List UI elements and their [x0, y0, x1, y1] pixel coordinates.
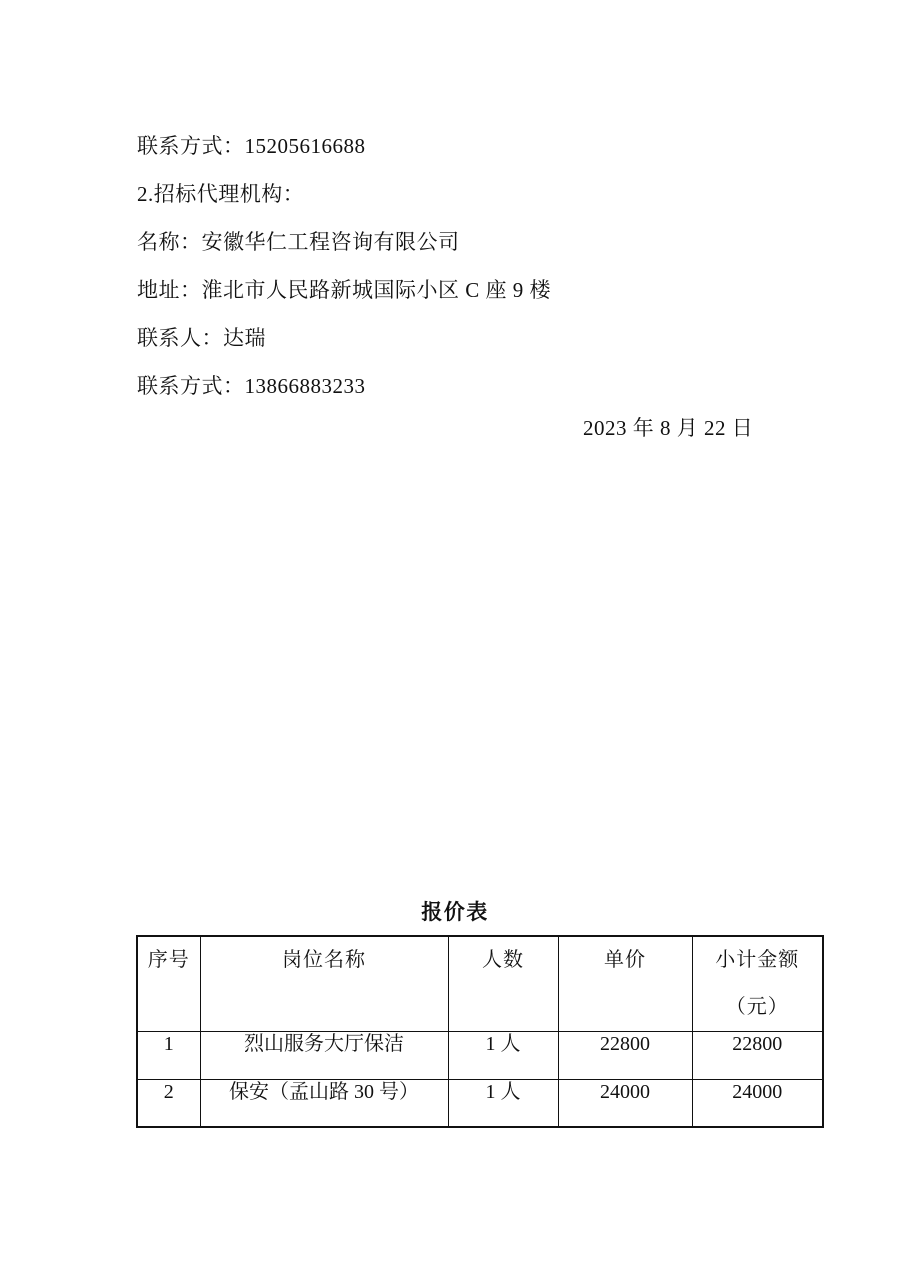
quote-table-header-row: [137, 936, 823, 1032]
row1-position: 烈山服务大厅保洁: [200, 1032, 448, 1080]
row2-subtotal: 24000: [692, 1080, 823, 1127]
agency-phone-line: 联系方式：13866883233: [137, 374, 366, 398]
document-date: 2023 年 8 月 22 日: [583, 416, 754, 440]
row2-seq: 2: [137, 1080, 200, 1127]
agency-name-line: 名称：安徽华仁工程咨询有限公司: [137, 230, 460, 254]
row1-seq: 1: [137, 1032, 200, 1080]
row2-position: 保安（孟山路 30 号）: [200, 1080, 448, 1127]
row1-unit-price: 22800: [558, 1032, 692, 1080]
agency-contact-person-line: 联系人：达瑞: [137, 326, 266, 350]
contact-block: [137, 122, 777, 410]
agency-address-line: 地址：淮北市人民路新城国际小区 C 座 9 楼: [137, 278, 552, 302]
header-seq: 序号: [137, 936, 200, 1032]
agency-section-heading: 2.招标代理机构：: [137, 182, 305, 206]
table-row: [137, 1080, 823, 1127]
header-subtotal-line1: 小计金额: [715, 949, 800, 971]
quote-table-title: 报价表: [421, 900, 489, 924]
header-unit-price: 单价: [558, 936, 692, 1032]
contact-phone-line-1: 联系方式：15205616688: [137, 134, 366, 158]
header-subtotal-line2: （元）: [725, 996, 789, 1018]
table-row: [137, 1032, 823, 1080]
header-position: 岗位名称: [200, 936, 448, 1032]
quote-table: [136, 935, 824, 1128]
row1-headcount: 1 人: [448, 1032, 558, 1080]
row1-subtotal: 22800: [692, 1032, 823, 1080]
header-subtotal: [692, 936, 823, 1032]
header-headcount: 人数: [448, 936, 558, 1032]
row2-unit-price: 24000: [558, 1080, 692, 1127]
row2-headcount: 1 人: [448, 1080, 558, 1127]
